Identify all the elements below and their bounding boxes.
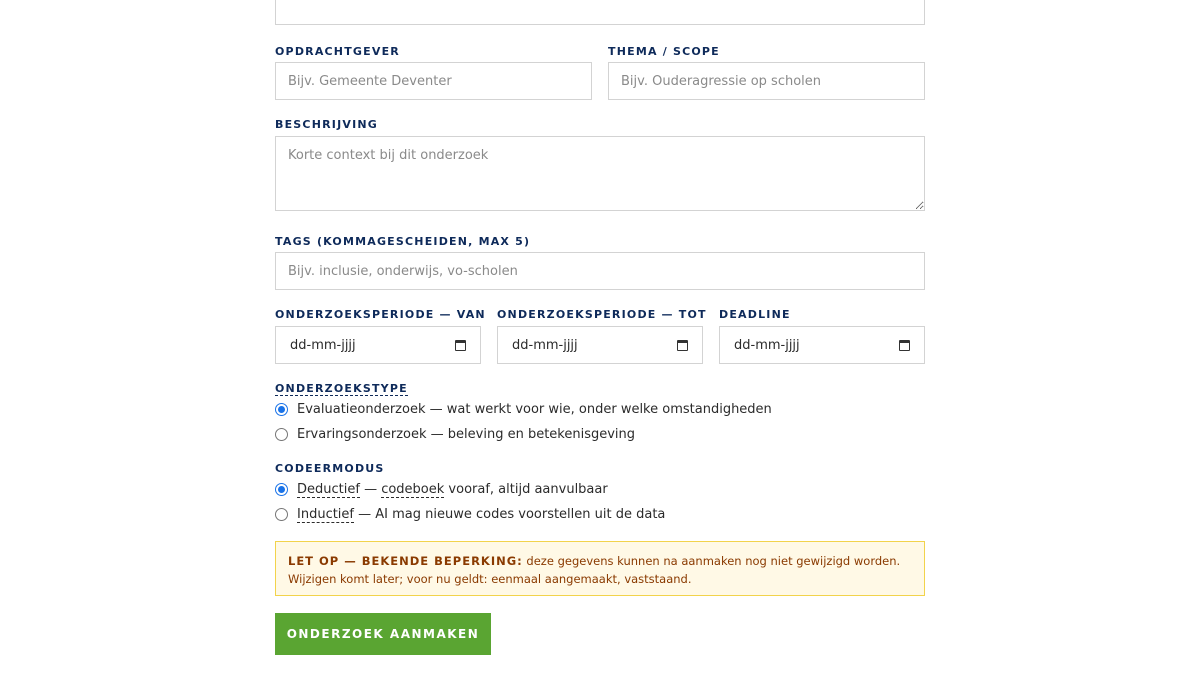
calendar-icon[interactable] — [899, 340, 910, 351]
create-research-button[interactable]: ONDERZOEK AANMAKEN — [275, 613, 491, 655]
thema-scope-label: THEMA / SCOPE — [608, 45, 720, 58]
periode-van-label: ONDERZOEKSPERIODE — VAN — [275, 308, 486, 321]
radio-option-inductief[interactable] — [275, 507, 665, 522]
calendar-icon[interactable] — [455, 340, 466, 351]
periode-van-date-input[interactable] — [275, 326, 481, 364]
periode-tot-value: dd-mm-jjjj — [512, 337, 578, 353]
warning-notice — [275, 541, 925, 596]
deadline-value: dd-mm-jjjj — [734, 337, 800, 353]
radio-option-ervaringsonderzoek[interactable] — [275, 427, 635, 442]
warning-title: LET OP — BEKENDE BEPERKING: — [288, 554, 523, 568]
opdrachtgever-input[interactable] — [275, 62, 592, 100]
radio-button-checked[interactable] — [275, 403, 288, 416]
beschrijving-label: BESCHRIJVING — [275, 118, 378, 131]
periode-van-value: dd-mm-jjjj — [290, 337, 356, 353]
radio-label: Ervaringsonderzoek — beleving en betekenisgeving — [297, 427, 636, 442]
radio-option-deductief[interactable] — [275, 482, 608, 497]
radio-option-evaluatieonderzoek[interactable] — [275, 402, 772, 417]
radio-label: Deductief — codeboek vooraf, altijd aanvulbaar — [297, 482, 608, 497]
tags-input[interactable] — [275, 252, 925, 290]
beschrijving-textarea[interactable] — [275, 136, 925, 211]
periode-tot-date-input[interactable] — [497, 326, 703, 364]
previous-input-field[interactable] — [275, 0, 925, 25]
periode-tot-label: ONDERZOEKSPERIODE — TOT — [497, 308, 707, 321]
warning-text: deze gegevens kunnen na aanmaken nog niet gewijzigd worden. Wijzigen komt later; voor nu geldt: eenmaal aangemaakt, vaststaand. — [288, 554, 901, 586]
term-codeboek[interactable]: codeboek — [381, 482, 445, 497]
onderzoekstype-label: ONDERZOEKSTYPE — [275, 382, 408, 395]
calendar-icon[interactable] — [677, 340, 688, 351]
thema-scope-input[interactable] — [608, 62, 925, 100]
radio-button[interactable] — [275, 428, 288, 441]
radio-label: Evaluatieonderzoek — wat werkt voor wie, onder welke omstandigheden — [297, 402, 772, 417]
radio-label: Inductief — AI mag nieuwe codes voorstellen uit de data — [297, 507, 666, 522]
deadline-label: DEADLINE — [719, 308, 791, 321]
radio-button-checked[interactable] — [275, 483, 288, 496]
term-deductief[interactable]: Deductief — [297, 482, 360, 497]
tags-label: TAGS (KOMMAGESCHEIDEN, MAX 5) — [275, 235, 531, 248]
deadline-date-input[interactable] — [719, 326, 925, 364]
radio-button[interactable] — [275, 508, 288, 521]
term-inductief[interactable]: Inductief — [297, 507, 354, 522]
opdrachtgever-label: OPDRACHTGEVER — [275, 45, 400, 58]
codeermodus-label: CODEERMODUS — [275, 462, 385, 475]
